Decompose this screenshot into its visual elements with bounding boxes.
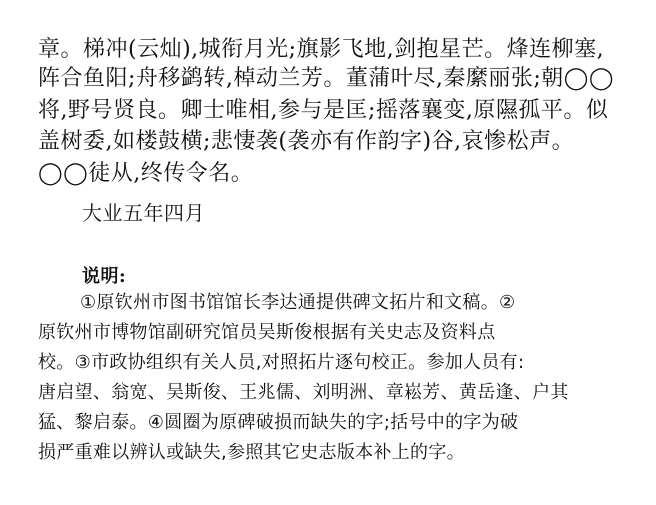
notes-line-4: 唐启望、翁宽、吴斯俊、王兆儒、刘明洲、章崧芳、黄岳逢、户其 <box>38 382 569 403</box>
inscription-date: 大业五年四月 <box>82 201 205 225</box>
notes-line-3: 校。③市政协组织有关人员,对照拓片逐句校正。参加人员有: <box>38 352 525 373</box>
notes-line-1: ①原钦州市图书馆馆长李达通提供碑文拓片和文稿。② <box>80 292 516 313</box>
notes-line-6: 损严重难以辨认或缺失,参照其它史志版本补上的字。 <box>38 442 465 463</box>
inscription-line-1: 章。梯冲(云灿),城衔月光;旗影飞地,剑抱星芒。烽连柳塞, <box>38 37 605 62</box>
inscription-line-3: 将,野号贤良。卿士唯相,参与是匡;摇落襄变,原隰孤平。似 <box>38 98 609 123</box>
inscription-line-2: 阵合鱼阳;舟移鹢转,棹动兰芳。董蒲叶尽,秦縻丽张;朝◯◯ <box>38 66 615 91</box>
inscription-line-5: ◯◯徒从,终传令名。 <box>38 161 254 186</box>
notes-line-2: 原钦州市博物馆副研究馆员吴斯俊根据有关史志及资料点 <box>38 322 496 343</box>
notes-heading: 说明: <box>82 266 127 287</box>
notes-line-5: 猛、黎启泰。④圆圈为原碑破损而缺失的字;括号中的字为破 <box>38 412 519 433</box>
inscription-line-4: 盖树委,如楼鼓横;悲悽袭(袭亦有作韵字)谷,哀惨松声。 <box>38 129 575 154</box>
